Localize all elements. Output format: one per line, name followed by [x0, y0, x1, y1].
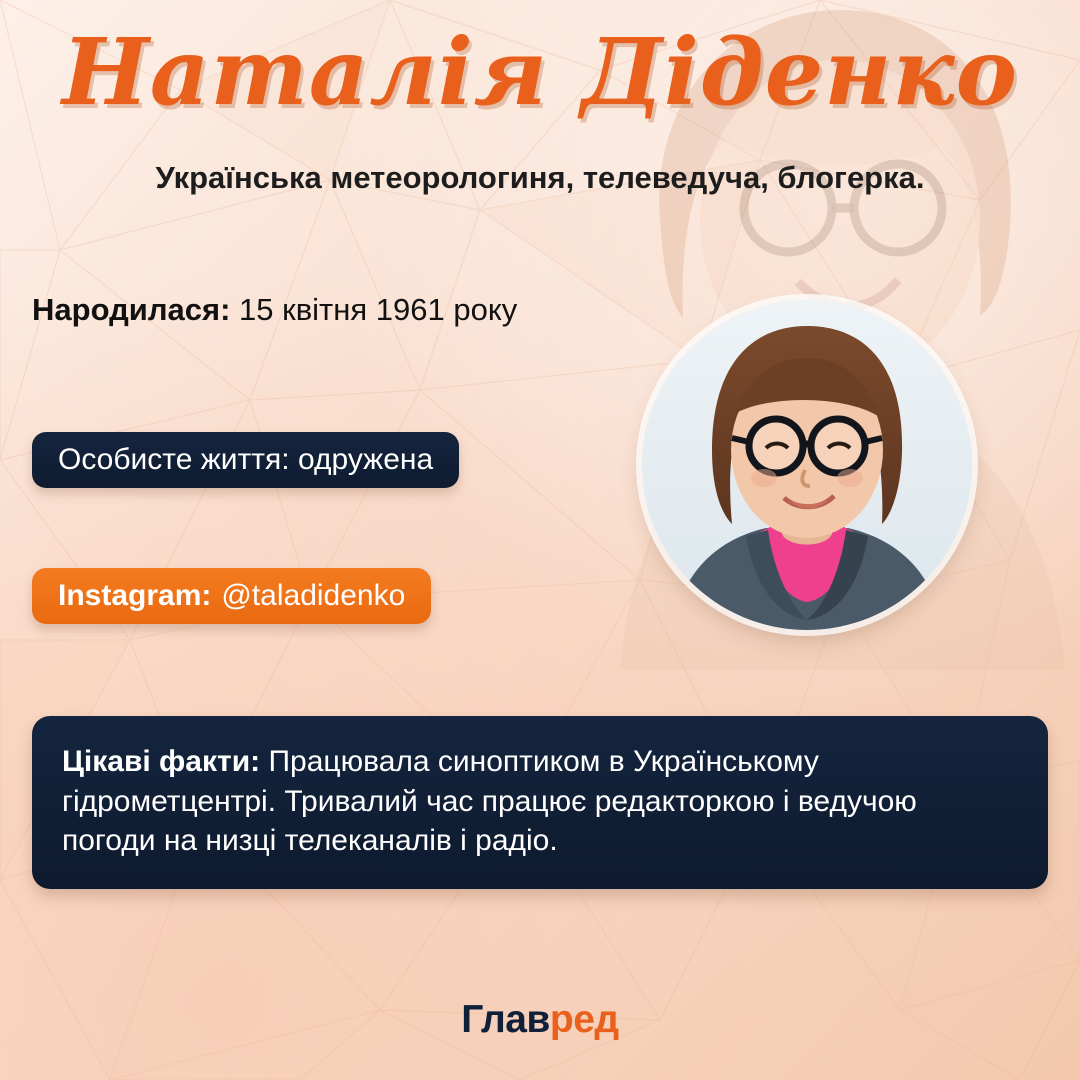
page-subtitle: Українська метеорологиня, телеведуча, блогерка. — [155, 160, 925, 195]
personal-life-badge — [32, 432, 459, 488]
avatar — [642, 300, 972, 630]
instagram-badge[interactable] — [32, 568, 431, 624]
fun-facts-label: Цікаві факти: — [62, 745, 261, 778]
fun-facts-block — [32, 716, 1048, 889]
brand-logo-part2: ред — [549, 998, 619, 1041]
brand-logo[interactable] — [0, 998, 1080, 1042]
portrait-photo — [642, 300, 972, 630]
personal-life-text: Особисте життя: одружена — [58, 443, 434, 476]
page-title: Наталія Діденко — [62, 18, 1018, 126]
instagram-label: Instagram: — [58, 579, 212, 612]
birth-line — [32, 292, 517, 328]
brand-logo-part1: Глав — [461, 998, 550, 1041]
instagram-handle[interactable]: @taladidenko — [221, 579, 406, 612]
birth-label: Народилася: — [32, 292, 231, 327]
fun-facts-text: Працювала синоптиком в Українському гідрометцентрі. Тривалий час працює редакторкою і ведучою погоди на низці телеканалів і радіо. — [62, 745, 917, 858]
birth-value: 15 квітня 1961 року — [239, 292, 518, 327]
